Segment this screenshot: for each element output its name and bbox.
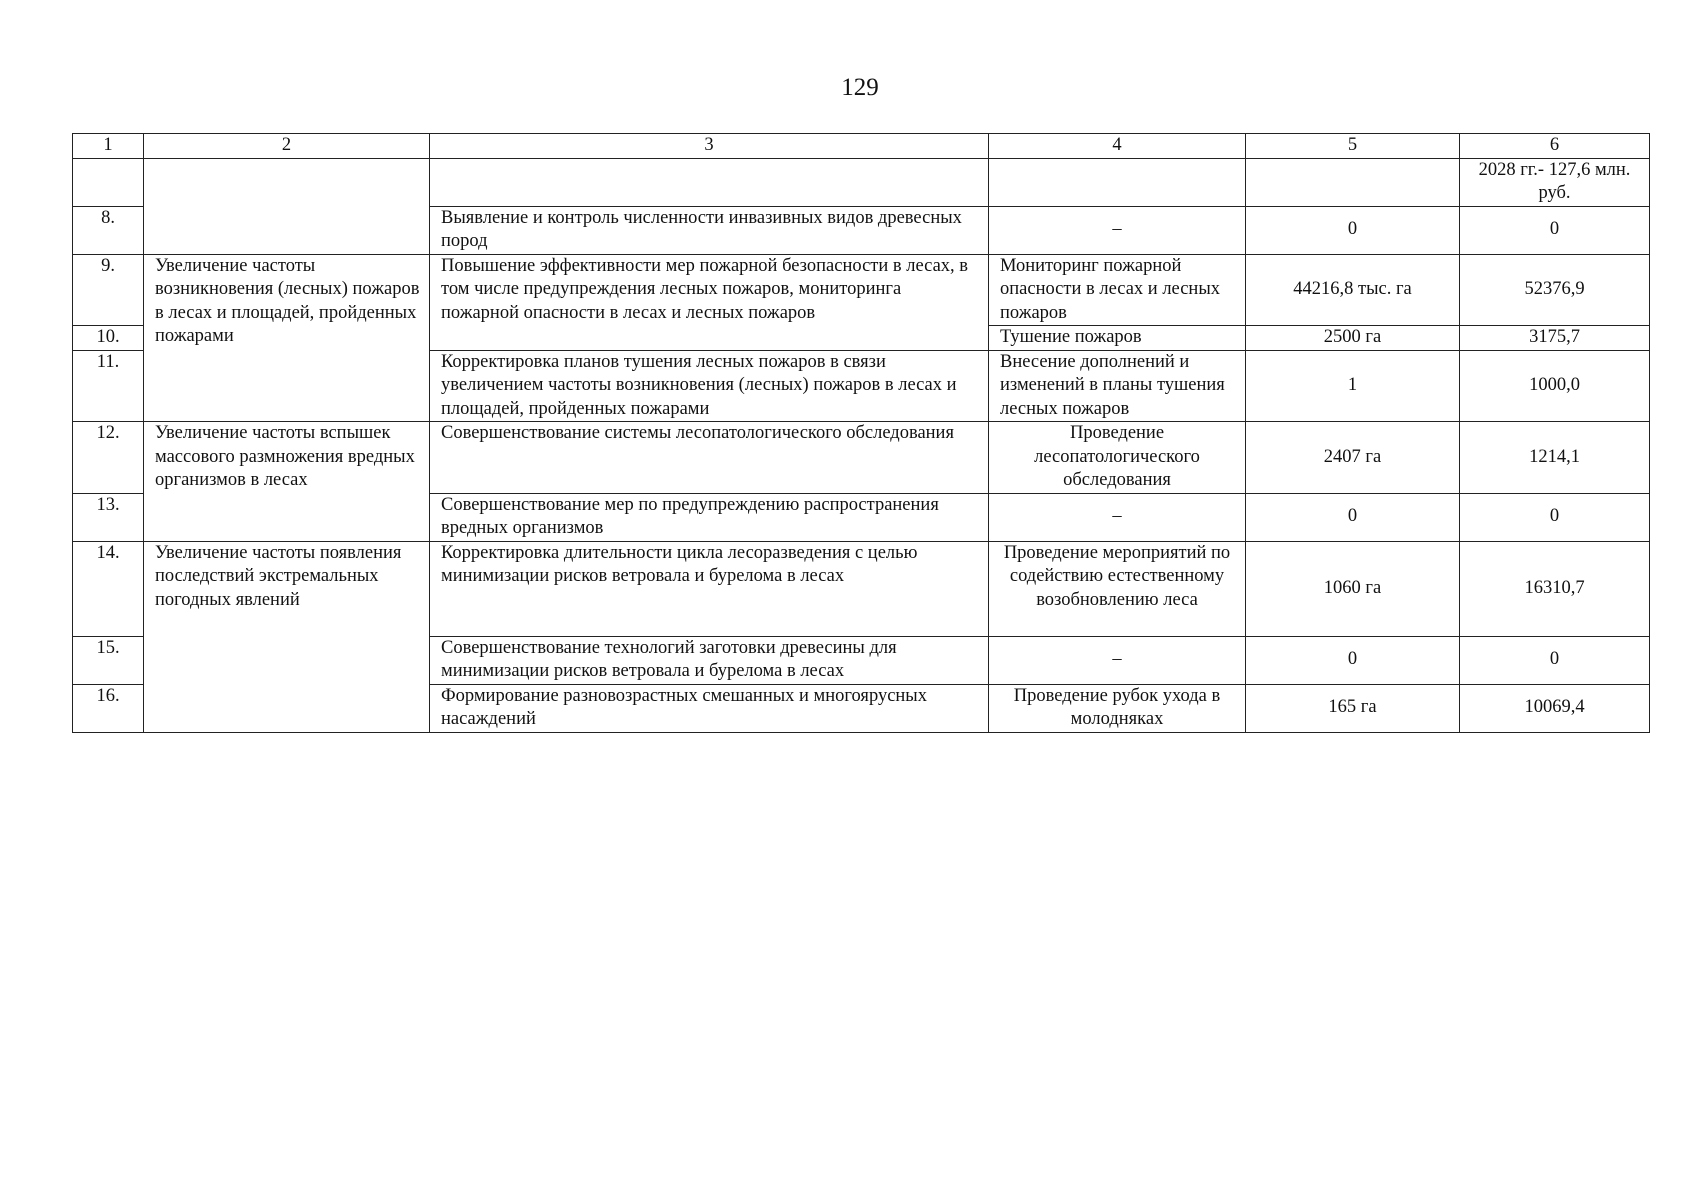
risk-group-pests: Увеличение частоты вспышек массового размножения вредных организмов в лесах — [144, 422, 430, 542]
row-number: 14. — [73, 541, 144, 636]
measure-cell: Совершенствование технологий заготовки древесины для минимизации рисков ветровала и бурелома в лесах — [430, 636, 989, 684]
column-number-6: 6 — [1460, 134, 1650, 159]
row-number: 8. — [73, 206, 144, 254]
measure-cell: Выявление и контроль численности инвазивных видов древесных пород — [430, 206, 989, 254]
row-number: 16. — [73, 684, 144, 732]
table-row — [73, 422, 1650, 494]
risk-cell-empty — [144, 158, 430, 254]
page-number: 129 — [841, 74, 879, 101]
value-cell: 1060 га — [1246, 541, 1460, 636]
value-cell: 0 — [1246, 636, 1460, 684]
measure-cell: Корректировка планов тушения лесных пожаров в связи увеличением частоты возникновения (лесных) пожаров в лесах и площадей, пройденных пожарами — [430, 350, 989, 422]
value-cell-empty — [1246, 158, 1460, 206]
column-number-row — [73, 134, 1650, 159]
value-cell: 2407 га — [1246, 422, 1460, 494]
cost-cell: 0 — [1460, 206, 1650, 254]
column-number-1: 1 — [73, 134, 144, 159]
value-cell: 2500 га — [1246, 326, 1460, 351]
indicator-cell: – — [989, 636, 1246, 684]
value-cell: 44216,8 тыс. га — [1246, 254, 1460, 326]
row-number: 15. — [73, 636, 144, 684]
row-number: 13. — [73, 493, 144, 541]
cost-cell: 16310,7 — [1460, 541, 1650, 636]
cost-cell: 52376,9 — [1460, 254, 1650, 326]
measures-table — [72, 133, 1650, 733]
table-row — [73, 254, 1650, 326]
measure-cell: Формирование разновозрастных смешанных и многоярусных насаждений — [430, 684, 989, 732]
value-cell: 165 га — [1246, 684, 1460, 732]
column-number-5: 5 — [1246, 134, 1460, 159]
value-cell: 1 — [1246, 350, 1460, 422]
measure-cell: Совершенствование мер по предупреждению распространения вредных организмов — [430, 493, 989, 541]
indicator-cell-empty — [989, 158, 1246, 206]
column-number-3: 3 — [430, 134, 989, 159]
row-number: 10. — [73, 326, 144, 351]
indicator-cell: Тушение пожаров — [989, 326, 1246, 351]
cost-cell: 0 — [1460, 493, 1650, 541]
indicator-cell: Проведение лесопатологического обследования — [989, 422, 1246, 494]
indicator-cell: – — [989, 206, 1246, 254]
measure-cell-empty — [430, 158, 989, 206]
value-cell: 0 — [1246, 206, 1460, 254]
row-number: 11. — [73, 350, 144, 422]
measure-cell-fire-safety: Повышение эффективности мер пожарной безопасности в лесах, в том числе предупреждения лесных пожаров, мониторинга пожарной опасности в лесах и лесных пожаров — [430, 254, 989, 350]
cost-cell: 2028 гг.- 127,6 млн. руб. — [1460, 158, 1650, 206]
risk-group-weather: Увеличение частоты появления последствий экстремальных погодных явлений — [144, 541, 430, 732]
indicator-cell: Мониторинг пожарной опасности в лесах и лесных пожаров — [989, 254, 1246, 326]
cost-cell: 0 — [1460, 636, 1650, 684]
cost-cell: 1214,1 — [1460, 422, 1650, 494]
indicator-cell: Проведение мероприятий по содействию естественному возобновлению леса — [989, 541, 1246, 636]
cost-cell: 10069,4 — [1460, 684, 1650, 732]
measure-cell: Совершенствование системы лесопатологического обследования — [430, 422, 989, 494]
column-number-4: 4 — [989, 134, 1246, 159]
indicator-cell: Проведение рубок ухода в молодняках — [989, 684, 1246, 732]
cost-cell: 1000,0 — [1460, 350, 1650, 422]
measure-cell: Корректировка длительности цикла лесоразведения с целью минимизации рисков ветровала и бурелома в лесах — [430, 541, 989, 636]
column-number-2: 2 — [144, 134, 430, 159]
row-number: 12. — [73, 422, 144, 494]
cost-cell: 3175,7 — [1460, 326, 1650, 351]
row-number: 9. — [73, 254, 144, 326]
value-cell: 0 — [1246, 493, 1460, 541]
indicator-cell: – — [989, 493, 1246, 541]
row-number-empty — [73, 158, 144, 206]
table-row — [73, 541, 1650, 636]
risk-group-fires: Увеличение частоты возникновения (лесных) пожаров в лесах и площадей, пройденных пожарами — [144, 254, 430, 422]
indicator-cell: Внесение дополнений и изменений в планы тушения лесных пожаров — [989, 350, 1246, 422]
table-row-continuation — [73, 158, 1650, 206]
